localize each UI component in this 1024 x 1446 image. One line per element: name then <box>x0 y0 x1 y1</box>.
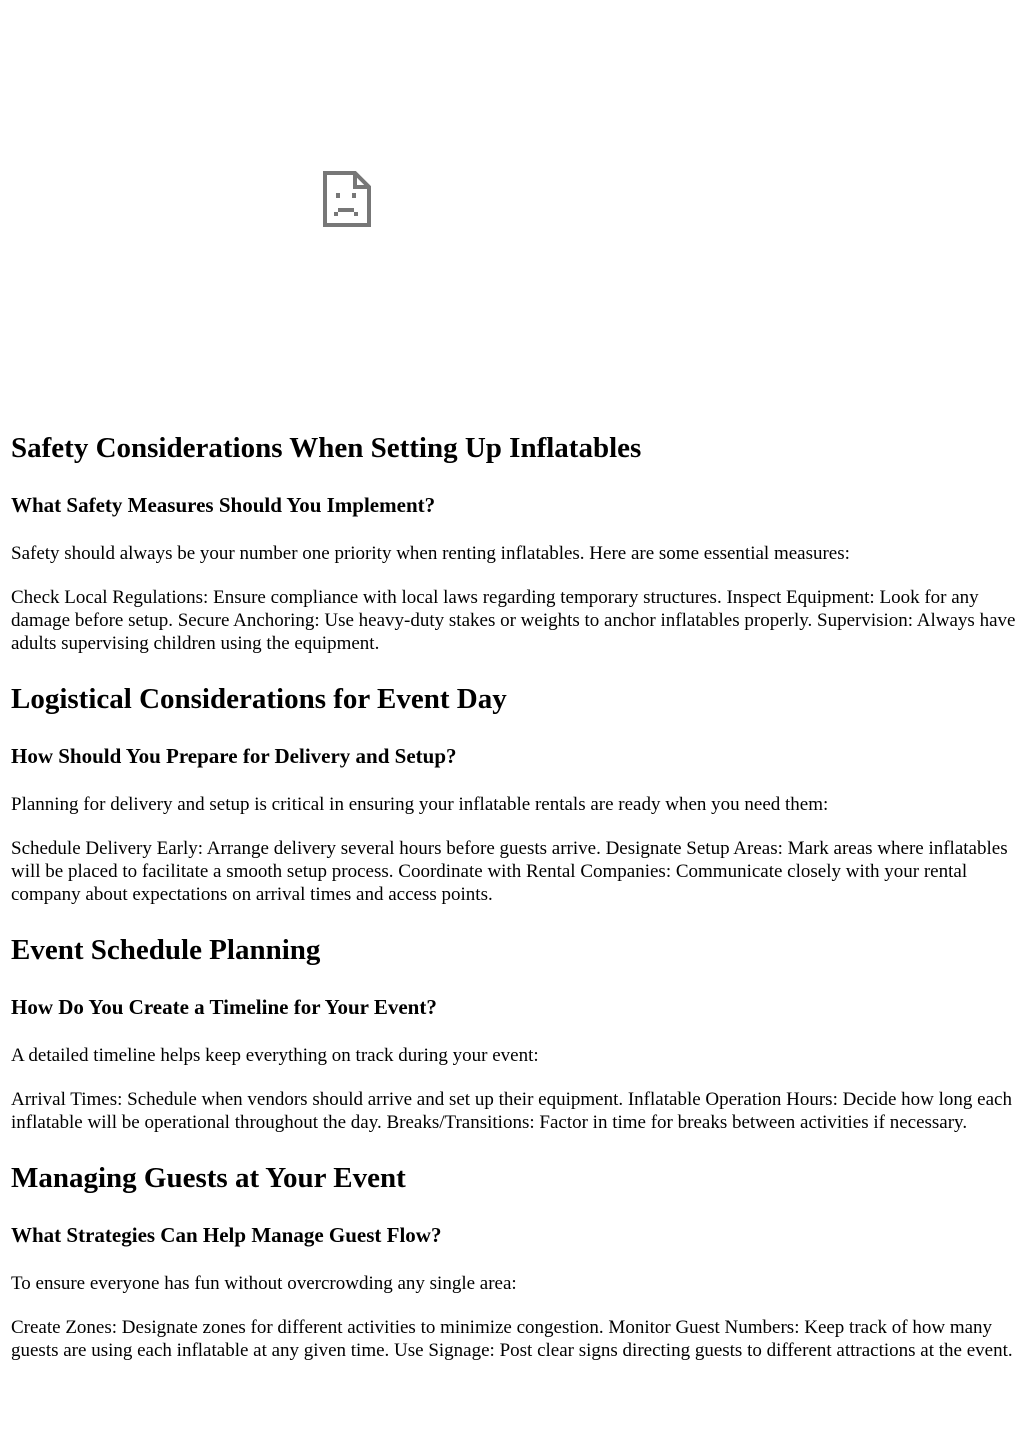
section-title: Safety Considerations When Setting Up Inflatables <box>11 432 642 464</box>
section-safety <box>11 430 1017 655</box>
section-title: Logistical Considerations for Event Day <box>11 683 507 715</box>
section-intro: Safety should always be your number one priority when renting inflatables. Here are some essential measures: <box>11 543 850 564</box>
section-intro: A detailed timeline helps keep everything on track during your event: <box>11 1045 539 1066</box>
section-body: Schedule Delivery Early: Arrange delivery several hours before guests arrive. Designate Setup Areas: Mark areas where inflatables will be placed to facilitate a smooth setup process. Coordinate with Rental Companies: Communicate closely with your rental company about expectations on arrival times and access points. <box>11 838 1008 905</box>
section-guests <box>11 1160 1017 1362</box>
section-question: How Do You Create a Timeline for Your Event? <box>11 995 437 1019</box>
section-question: What Safety Measures Should You Implement? <box>11 493 436 517</box>
section-logistics <box>11 681 1017 906</box>
section-intro: Planning for delivery and setup is critical in ensuring your inflatable rentals are ready when you need them: <box>11 794 829 815</box>
section-body: Create Zones: Designate zones for different activities to minimize congestion. Monitor Guest Numbers: Keep track of how many guests are using each inflatable at any given time. Use Signage: Post clear signs directing guests to different attractions at the event. <box>11 1317 1013 1361</box>
section-body: Arrival Times: Schedule when vendors should arrive and set up their equipment. Inflatable Operation Hours: Decide how long each inflatable will be operational throughout the day. Breaks/Transitions: Factor in time for breaks between activities if necessary. <box>11 1089 1012 1133</box>
section-question: What Strategies Can Help Manage Guest Flow? <box>11 1223 442 1247</box>
section-title: Event Schedule Planning <box>11 934 321 966</box>
section-schedule <box>11 932 1017 1134</box>
broken-image-placeholder <box>0 0 1024 420</box>
section-title: Managing Guests at Your Event <box>11 1162 406 1194</box>
section-intro: To ensure everyone has fun without overcrowding any single area: <box>11 1273 517 1294</box>
section-body: Check Local Regulations: Ensure compliance with local laws regarding temporary structures. Inspect Equipment: Look for any damage before setup. Secure Anchoring: Use heavy-duty stakes or weights to anchor inflatables properly. Supervision: Always have adults supervising children using the equipment. <box>11 587 1016 654</box>
article-content <box>11 430 1017 1388</box>
section-question: How Should You Prepare for Delivery and Setup? <box>11 744 457 768</box>
broken-image-icon <box>323 171 371 227</box>
